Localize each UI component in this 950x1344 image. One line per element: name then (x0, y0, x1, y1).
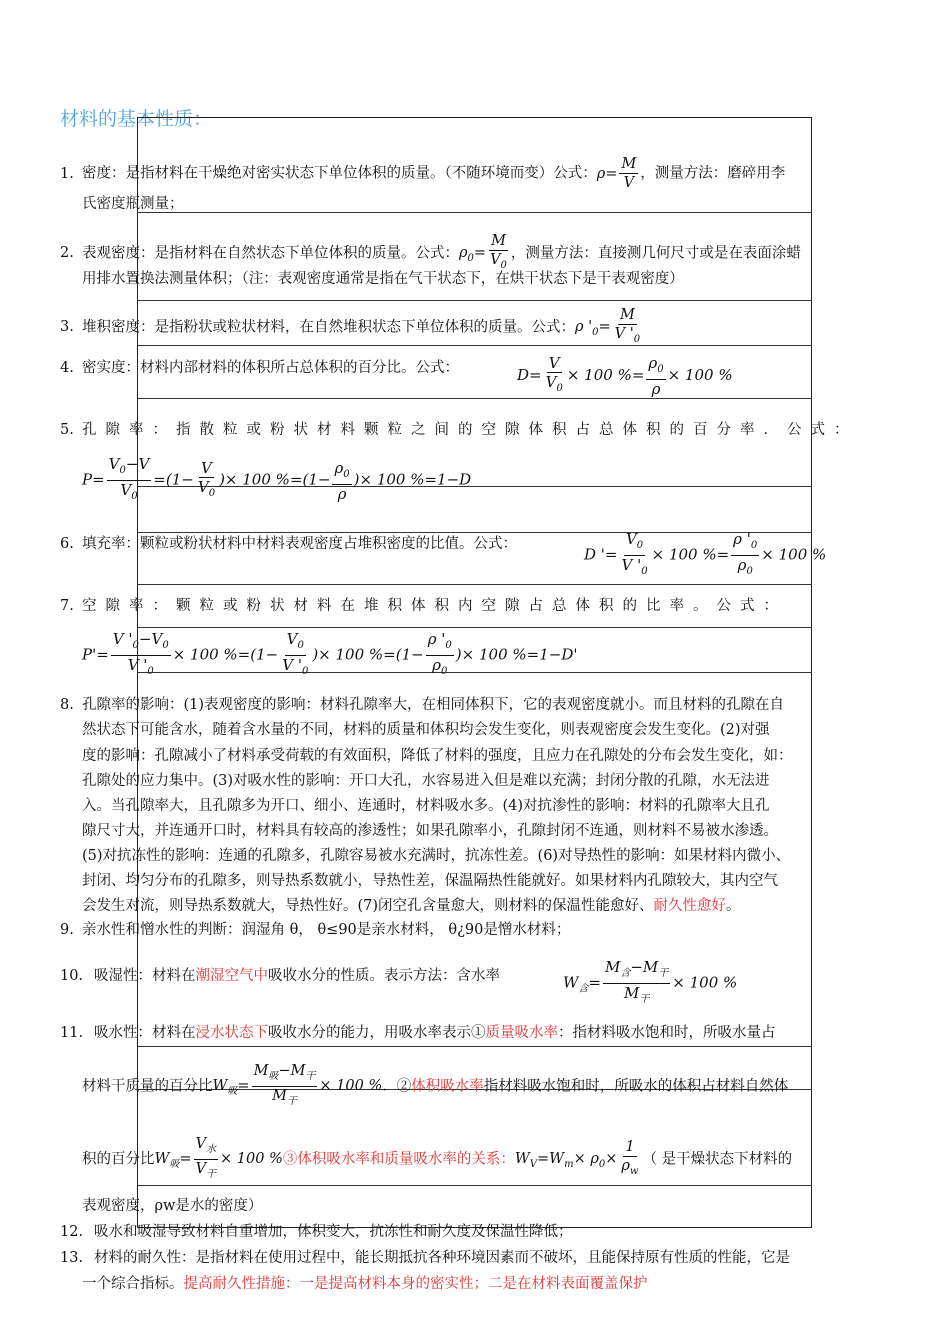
item-5: 5. 孔隙率：指散粒或粉状材料颗粒之间的空隙体积占总体积的百分率．公式： (60, 422, 858, 438)
item-8-line: 入。当孔隙率大，且孔隙多为开口、细小、连通时，材料吸水多。(4)对抗渗性的影响：材料的孔隙率大且孔 (82, 798, 770, 814)
mass-absorption-formula: $W_吸=$ $\frac{M_吸-M_干}{M_干}$ × 100 % (212, 1063, 383, 1107)
rule-line (137, 584, 812, 585)
rule-line (137, 1046, 812, 1047)
absorption-relation-formula: $W_V=W_m\times \rho_0\times$ $\frac{1}{\rho_w}$ (514, 1138, 639, 1177)
rule-line (137, 212, 812, 213)
item-8-line: 度的影响：孔隙减小了材料承受荷载的有效面积，降低了材料的强度，且应力在孔隙处的分布会发生变化，如： (82, 748, 793, 764)
item-11-line2: 材料干质量的百分比$W_吸=$ $\frac{M_吸-M_干}{M_干}$ × 100 %．②体积吸水率指材料吸水饱和时，所吸水的体积占材料自然体 (82, 1063, 789, 1107)
item-11-line3: 积的百分比$W_吸=$ $\frac{V_水}{V_干}$ × 100 %③体积吸水率和质量吸水率的关系：$W_V=W_m\times \rho_0\times$ $\frac{1}{\rho_w}$ （ 是干燥状态下材料的 (82, 1136, 793, 1180)
item-8-line: 孔隙处的应力集中。(3)对吸水性的影响：开口大孔，水容易进入但是难以充满；封闭分散的孔隙，水无法进 (82, 773, 770, 789)
item-8: 8. 孔隙率的影响：(1)表观密度的影响：材料孔隙率大，在相同体积下，它的表观密度就小。而且材料的孔隙在自 (60, 697, 785, 713)
item-13-line2: 一个综合指标。提高耐久性措施：一是提高材料本身的密实性；二是在材料表面覆盖保护 (82, 1276, 648, 1292)
volume-absorption-formula: $W_吸=$ $\frac{V_水}{V_干}$ × 100 % (154, 1136, 283, 1180)
item-13: 13. 材料的耐久性：是指材料在使用过程中，能长期抵抗各种环境因素而不破坏，且能保持原有性质的性能，它是 (60, 1250, 790, 1266)
item-8-line: 隙尺寸大，并连通开口时，材料具有较高的渗透性；如果孔隙率小，孔隙封闭不连通，则材料不易被水渗透。 (82, 823, 778, 839)
item-2: 2. 表观密度：是指材料在自然状态下单位体积的质量。公式：$\rho_0=$ $\frac{M}{V_0}$ ，测量方法：直接测几何尺寸或是在表面涂蜡 (60, 233, 801, 271)
item-8-line-last: 会发生对流，则导热系数就大，导热性好。(7)闭空孔含量愈大，则材料的保温性能愈好、耐久性愈好。 (82, 898, 741, 914)
item-10: 10. 吸湿性：材料在潮湿空气中吸收水分的性质。表示方法：含水率 (60, 968, 500, 984)
rule-line (137, 300, 812, 301)
filling-rate-formula: D '= $\frac{V_0}{V '_0}$ × 100 %= $\frac{\rho '_0}{\rho_0}$ × 100 % (584, 530, 827, 577)
item-6: 6. 填充率：颗粒或粉状材料中材料表观密度占堆积密度的比值。公式： (60, 536, 517, 552)
item-8-line: 封闭、均匀分布的孔隙多，则导热系数就小，导热性差，保温隔热性能就好。如果材料内孔隙较大，其内空气 (82, 873, 778, 889)
compactness-formula: D= $\frac{V}{V_0}$ × 100 %= $\frac{\rho_0}{\rho}$ × 100 % (517, 354, 733, 398)
apparent-density-formula: $\rho_0=$ $\frac{M}{V_0}$ (459, 233, 507, 271)
porosity-formula: P= $\frac{V_0-V}{V_0}$ =(1− $\frac{V}{V_0}$ )× 100 %=(1− $\frac{\rho_0}{\rho}$ )× 100 %=1−D (82, 455, 472, 503)
rule-line (137, 1185, 812, 1186)
rule-line (137, 398, 812, 399)
item-8-line: (5)对抗冻性的影响：连通的孔隙多，孔隙容易被水充满时，抗冻性差。(6)对导热性的影响：如果材料内微小、 (82, 848, 791, 864)
item-11-line4: 表观密度，ρw是水的密度） (82, 1198, 263, 1214)
item-9: 9. 亲水性和憎水性的判断：润湿角 θ， θ≤90是亲水材料， θ¿90是憎水材料； (60, 922, 571, 938)
void-ratio-formula: P'= $\frac{V '_0-V_0}{V '_0}$ × 100 %=(1− $\frac{V_0}{V '_0}$ )× 100 %=(1− $\frac{\rho '_0}{\rho_0}$ )× 100 %=1−D' (82, 630, 578, 677)
item-8-line: 然状态下可能含水，随着含水量的不同，材料的质量和体积均会发生变化，则表观密度会发生变化。(2)对强 (82, 722, 770, 738)
item-7: 7. 空隙率：颗粒或粉状材料在堆积体积内空隙占总体积的比率。公式： (60, 598, 787, 614)
item-12: 12. 吸水和吸湿导致材料自重增加，体积变大，抗冻性和耐久度及保温性降低； (60, 1224, 573, 1240)
bulk-density-formula: ρ '$_0=$ $\frac{M}{V '_0}$ (575, 307, 641, 345)
item-11: 11. 吸水性：材料在浸水状态下吸收水分的能力，用吸水率表示①质量吸水率：指材料吸水饱和时，所吸水量占 (60, 1025, 776, 1041)
moisture-content-formula: $W_含=$ $\frac{M_含-M_干}{M_干}$ × 100 % (563, 958, 738, 1005)
item-4: 4. 密实度：材料内部材料的体积所占总体积的百分比。公式： (60, 360, 459, 376)
section-title: 材料的基本性质： (60, 108, 213, 130)
item-3: 3. 堆积密度：是指粉状或粒状材料，在自然堆积状态下单位体积的质量。公式：ρ '$_0=$ $\frac{M}{V '_0}$ (60, 306, 644, 349)
item-1-line2: 氏密度瓶测量； (82, 196, 184, 212)
item-2-line2: 用排水置换法测量体积；（注：表观密度通常是指在气干状态下，在烘干状态下是干表观密度） (82, 271, 684, 287)
item-1: 1. 密度：是指材料在干燥绝对密实状态下单位体积的质量。（不随环境而变）公式：ρ= $\frac{M}{V}$ ，测量方法：磨碎用李 (60, 156, 786, 191)
rule-line (137, 627, 812, 628)
density-formula: ρ= $\frac{M}{V}$ (596, 156, 637, 191)
